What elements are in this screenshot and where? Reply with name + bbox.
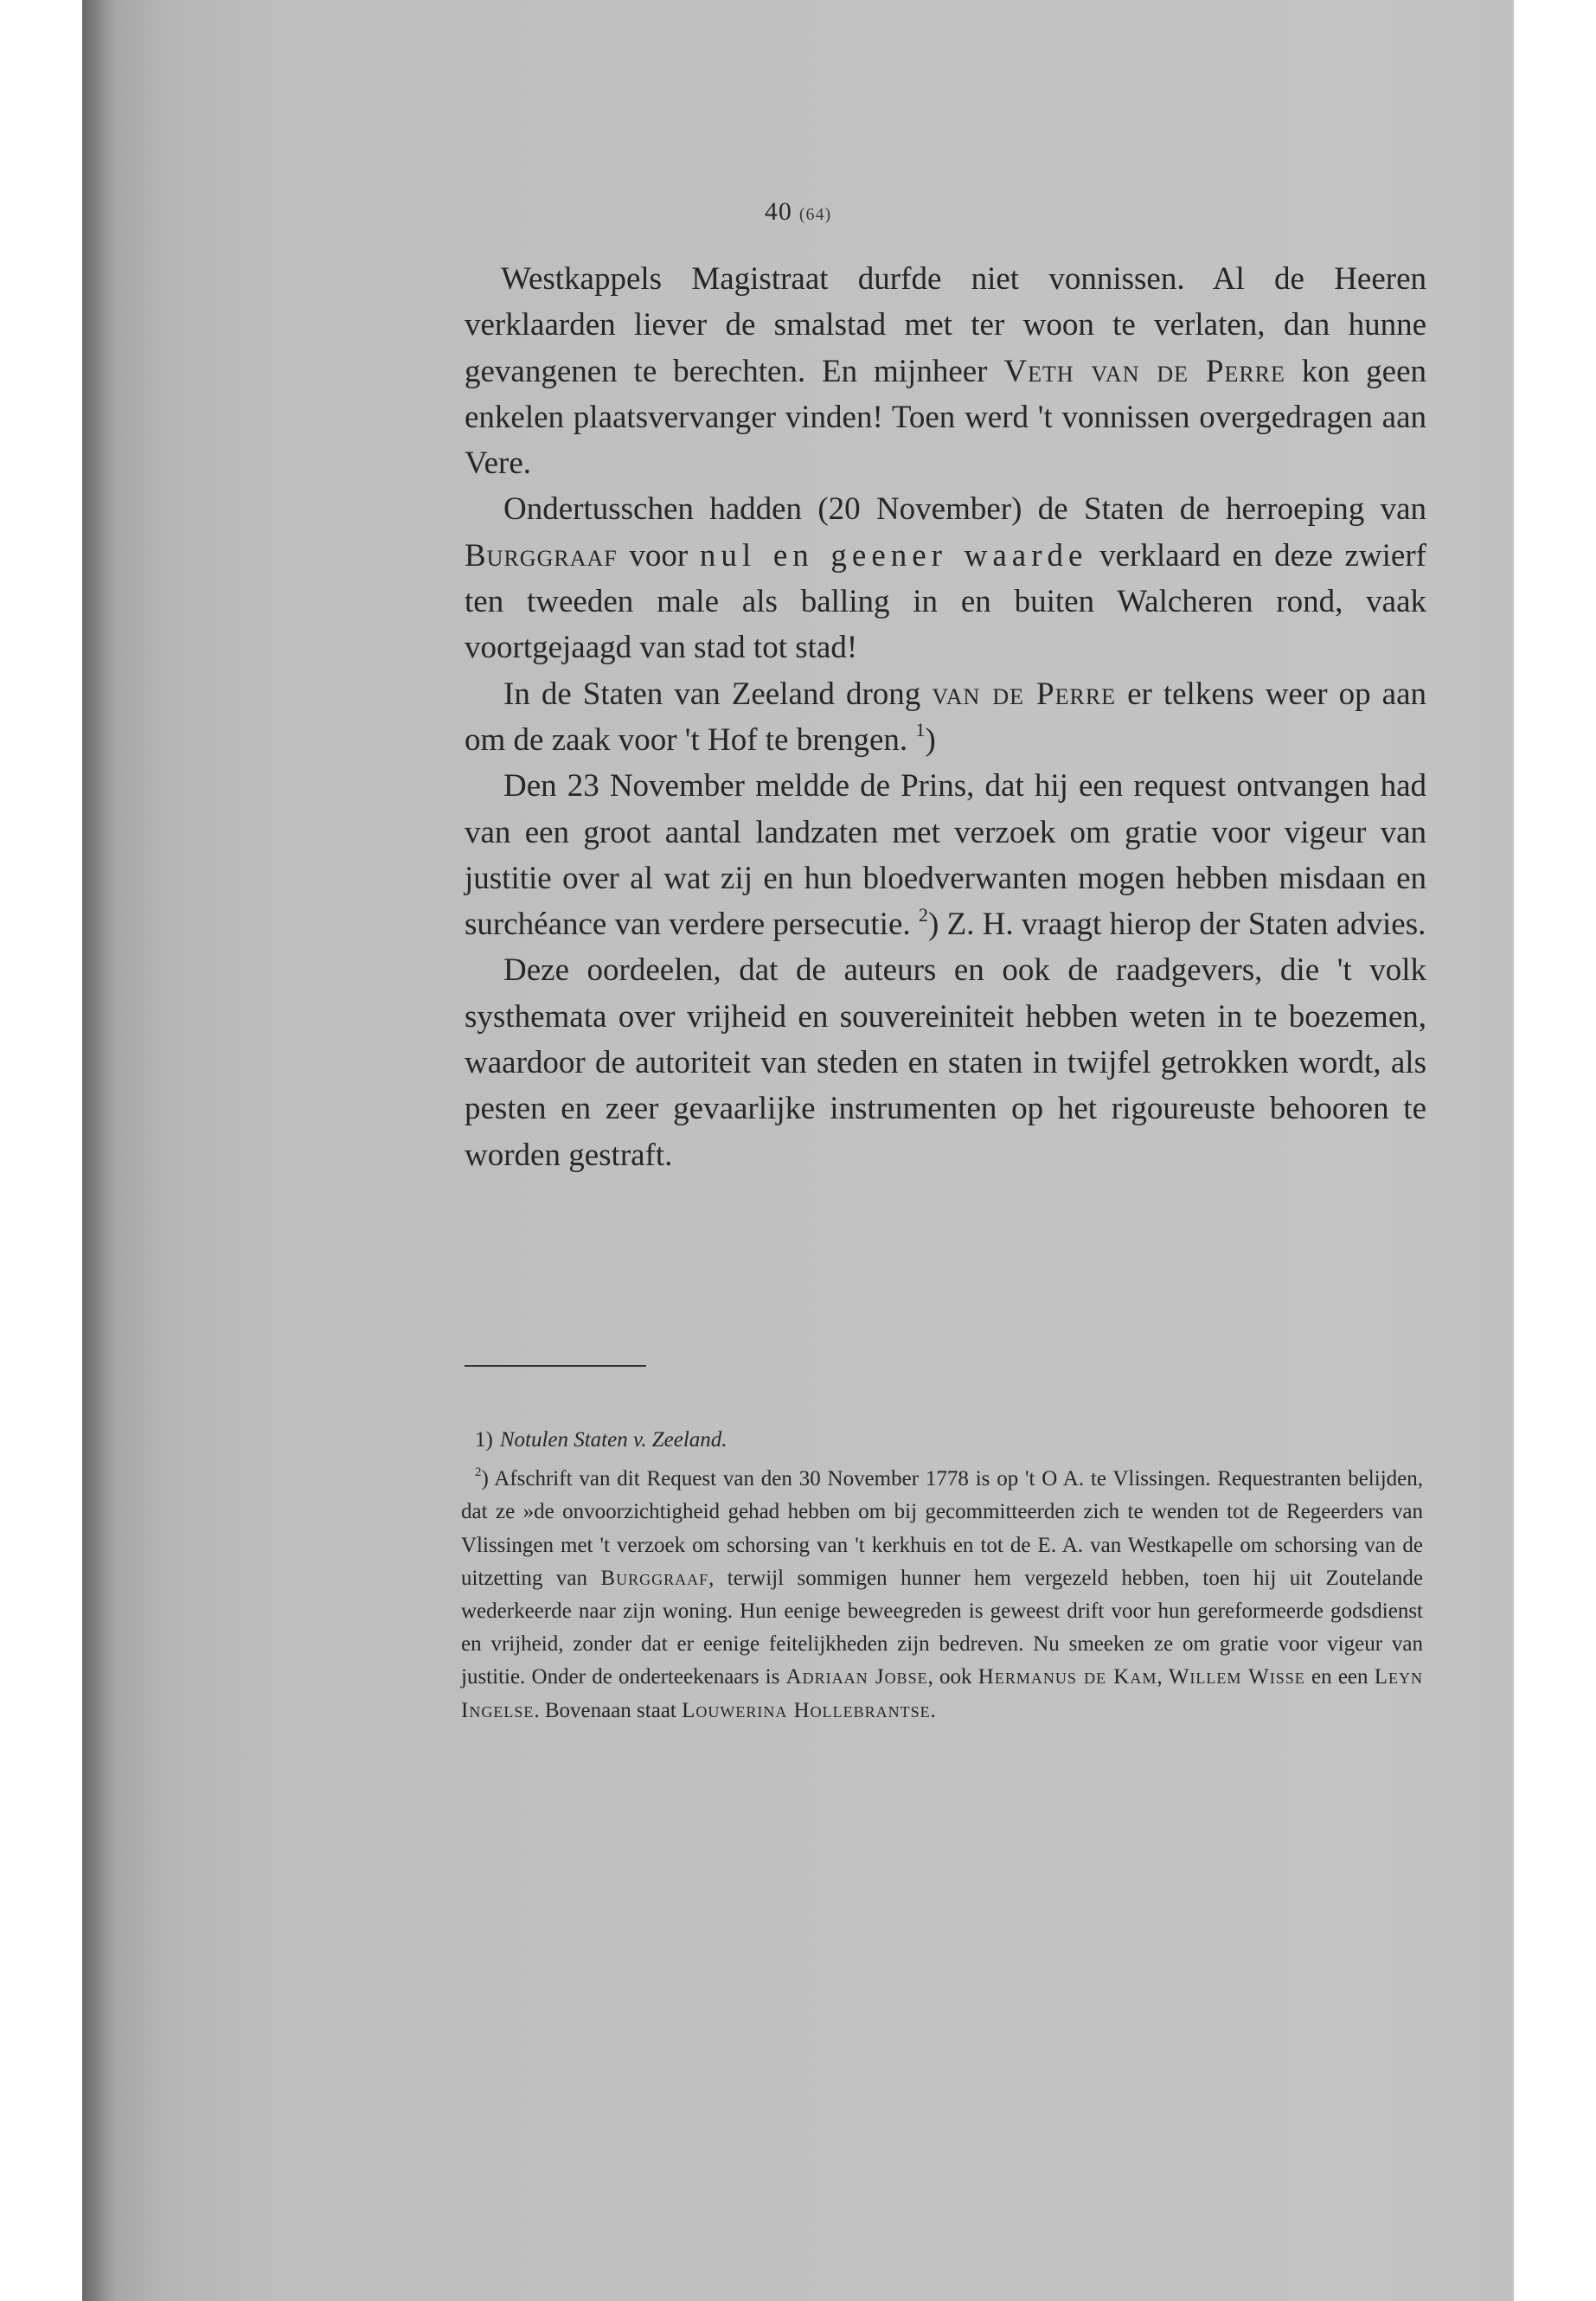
footnote-source: Notulen Staten v. Zeeland.: [499, 1428, 727, 1452]
paragraph-3-text: In de Staten van Zeeland drong: [503, 676, 933, 712]
paragraph-2-end: verklaard en deze zwierf ten tweeden male als balling in en buiten Walcheren rond, vaak voortgejaagd van stad tot stad!: [465, 537, 1426, 666]
person-name: Willem Wisse: [1168, 1665, 1305, 1689]
footnote-ref-number: 1: [915, 719, 926, 741]
paragraph-1: [465, 256, 1426, 486]
footnote-text: .: [930, 1698, 936, 1722]
footnote-text: , ook: [927, 1665, 978, 1689]
footnote-2: [461, 1463, 1423, 1727]
spaced-emphasis: nul en geener waarde: [699, 537, 1088, 574]
paragraph-4-end: Z. H. vraagt hierop der Staten advies.: [939, 907, 1426, 943]
page-number: [0, 197, 1596, 227]
footnote-number-value: 2: [475, 1465, 482, 1480]
footnote-ref-close: ): [927, 907, 939, 943]
footnote-number: 1): [475, 1428, 493, 1452]
person-name: Burggraaf: [600, 1566, 709, 1590]
person-name: Leyn Ingelse: [461, 1665, 1424, 1722]
paragraph-5-text: Deze oordeelen, dat de auteurs en ook de raadgevers, die 't volk systhemata over vrijheid en souvereiniteit hebben weten in te boezemen, waardoor de autoriteit van steden en staten in twijfel getrokken wordt, als pesten en zeer gevaarlijke instrumenten op het rigoureuste behooren te worden gestraft.: [465, 952, 1426, 1173]
footnote-text: . Bovenaan staat: [534, 1698, 683, 1722]
paragraph-4-text: Den 23 November meldde de Prins, dat hij een request ontvangen had van een groot aantal landzaten met verzoek om gratie voor vigeur van justitie over al wat zij en hun bloedverwanten mogen hebben misdaan en surchéance van verdere persecutie.: [465, 768, 1426, 943]
paragraph-1-end: kon geen enkelen plaatsvervanger vinden! Toen werd 't vonnissen overgedragen aan Vere.: [465, 353, 1426, 482]
original-page-number: (64): [798, 205, 832, 224]
footnote-number: [475, 1465, 482, 1479]
paragraph-1-text: Westkappels Magistraat durfde niet vonnissen. Al de Heeren verklaarden liever de smalstad met ter woon te verlaten, dan hunne gevangenen te berechten. En mijnheer: [465, 261, 1426, 389]
footnote-number-close: ): [481, 1467, 489, 1491]
paragraph-2: [465, 486, 1426, 670]
footnotes: [461, 1424, 1423, 1734]
footnote-ref-1: [915, 719, 925, 740]
person-name: Veth van de Perre: [1003, 353, 1285, 389]
person-name: Burggraaf: [465, 537, 618, 574]
paragraph-5: [465, 947, 1426, 1177]
footnote-text: , terwijl sommigen hunner hem vergezeld hebben, toen hij uit Zoutelande wederkeerde naar zijn woning. Hun eenige beweegreden is geweest drift voor hun gereformeerde godsdienst en vrijheid, zonder dat er eenige feitelijkheden zijn bedreven. Nu smeeken ze om gratie voor vigeur van justitie. Onder de onderteekenaars is: [461, 1566, 1423, 1689]
footnote-text: ,: [1157, 1665, 1169, 1689]
person-name: Adriaan Jobse: [785, 1665, 928, 1689]
page-number-value: 40: [764, 197, 792, 226]
footnote-text: Afschrift van dit Request van den 30 November 1778 is op 't O A. te Vlissingen. Requestranten belijden, dat ze »de onvoorzichtigheid gehad hebben om bij gecommitteerden zich te wenden tot de Regeerders van Vlissingen met 't verzoek om schorsing van 't kerkhuis en tot de E. A. van Westkapelle om schorsing van de uitzetting van: [461, 1467, 1423, 1590]
binding-shadow: [82, 0, 117, 2301]
paragraph-3-end: er telkens weer op aan om de zaak voor 't Hof te brengen.: [465, 676, 1426, 758]
main-text: [465, 256, 1426, 1178]
footnote-ref-2: [919, 904, 928, 926]
person-name: Hermanus de Kam: [977, 1665, 1157, 1689]
footnote-text: en een: [1304, 1665, 1375, 1689]
person-name: Louwerina Hollebrantse: [682, 1698, 931, 1722]
footnote-1: [461, 1424, 1423, 1457]
footnote-divider: [465, 1365, 646, 1367]
paragraph-2-text: voor: [617, 537, 700, 574]
paragraph-3: [465, 671, 1426, 764]
footnote-ref-number: 2: [918, 903, 928, 926]
paragraph-2-text: Ondertusschen hadden (20 November) de Staten de herroeping van: [503, 491, 1426, 528]
paragraph-4: [465, 763, 1426, 947]
footnote-ref-close: ): [925, 721, 936, 758]
person-name: van de Perre: [932, 676, 1117, 712]
